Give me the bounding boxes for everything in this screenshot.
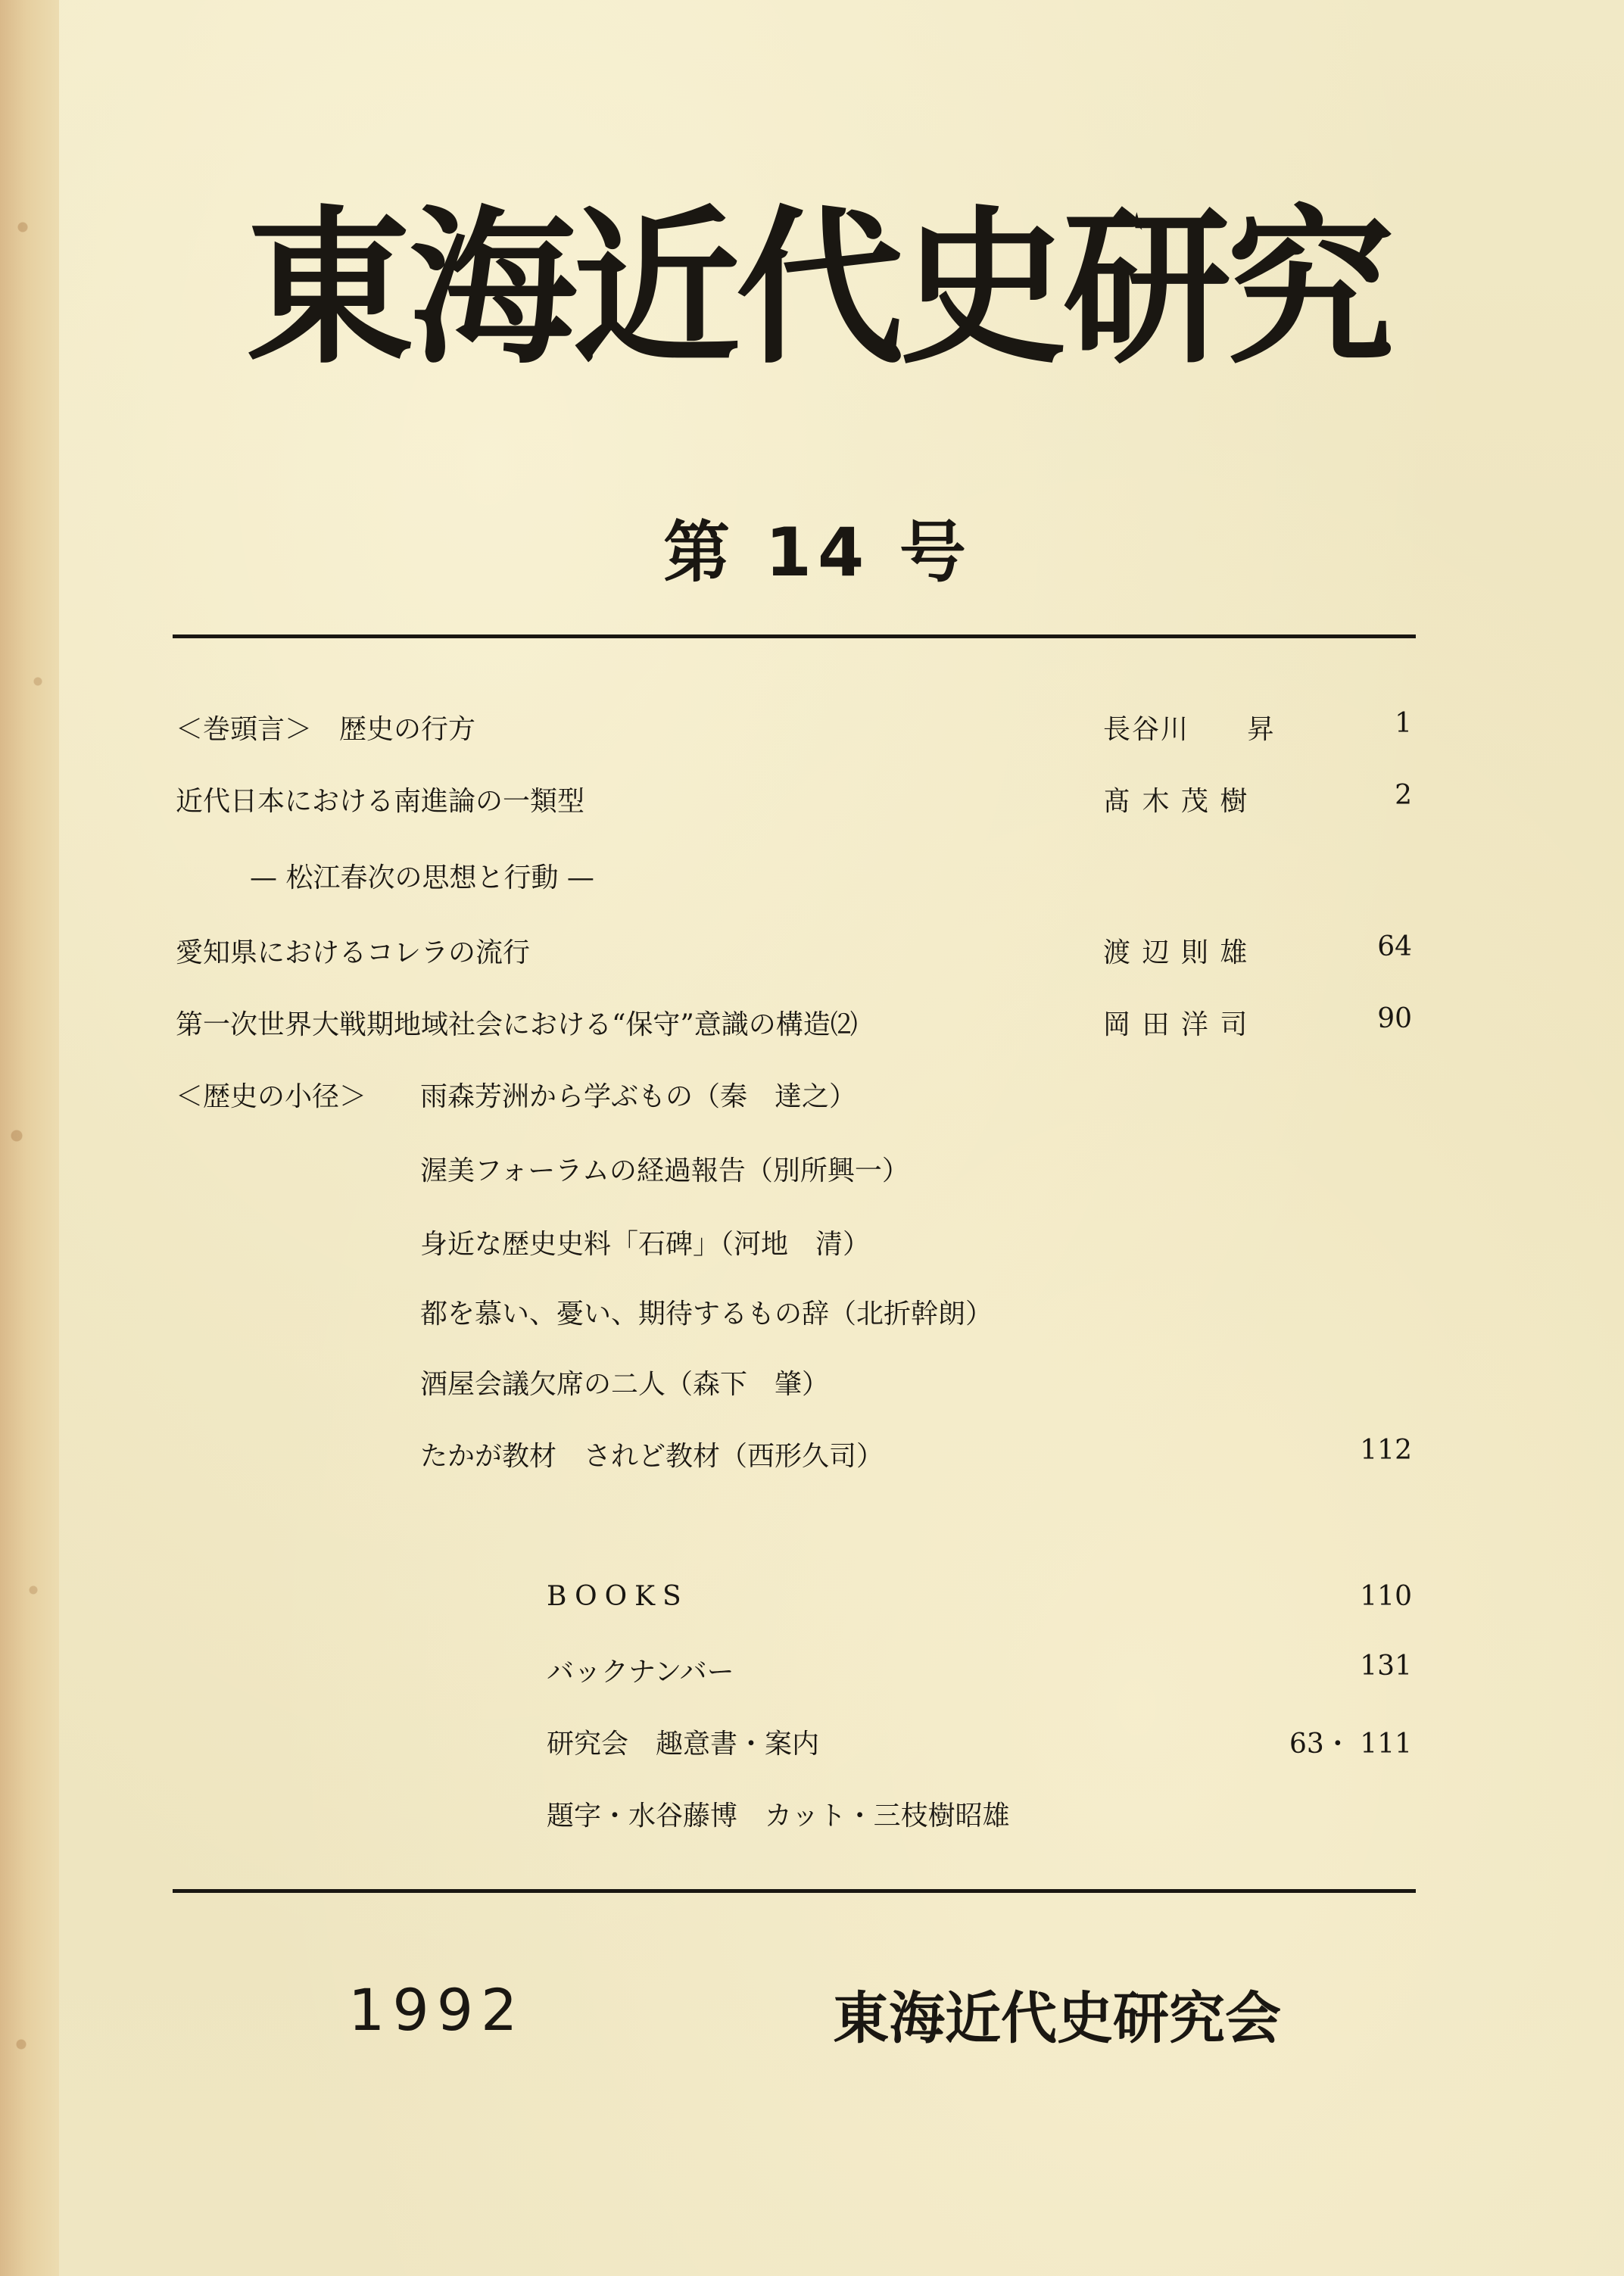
toc-author: 髙 木 茂 樹 xyxy=(1103,786,1249,817)
toc-title: ＜巻頭言＞ 歴史の行方 xyxy=(176,714,476,745)
toc-title: 第一次世界大戦期地域社会における“保守”意識の構造⑵ xyxy=(176,1009,858,1040)
cover-spine-edge xyxy=(0,0,59,2276)
toc-page: 1 xyxy=(1395,708,1412,739)
toc-page: 64 xyxy=(1377,931,1412,962)
toc-subtitle: — 松江春次の思想と行動 — xyxy=(250,862,594,893)
toc-row xyxy=(0,1149,1624,1195)
toc-row xyxy=(0,780,1624,825)
toc-author: 渡 辺 則 雄 xyxy=(1103,937,1249,968)
toc-page: 90 xyxy=(1377,1003,1412,1034)
toc-row xyxy=(0,708,1624,753)
toc-title: 渥美フォーラムの経過報告（別所興一） xyxy=(420,1155,909,1186)
extras-row xyxy=(0,1794,1624,1840)
toc-section-label: ＜歴史の小径＞ xyxy=(176,1081,367,1112)
kenkyukai-label: 研究会 趣意書・案内 xyxy=(547,1729,820,1760)
toc-title: 愛知県におけるコレラの流行 xyxy=(176,937,531,968)
toc-title: 身近な歴史史料「石碑」（河地 清） xyxy=(420,1229,871,1260)
toc-author: 長谷川 昇 xyxy=(1103,714,1276,745)
toc-page: 63・ 111 xyxy=(1289,1729,1412,1760)
toc-title: 酒屋会議欠席の二人（森下 肇） xyxy=(420,1369,830,1400)
toc-row xyxy=(0,1223,1624,1268)
toc-page: 131 xyxy=(1360,1651,1412,1682)
bottom-divider xyxy=(173,1889,1416,1893)
toc-row xyxy=(0,1435,1624,1480)
issue-number: 第 14 号 xyxy=(663,513,972,591)
toc-author: 岡 田 洋 司 xyxy=(1103,1009,1249,1040)
extras-row xyxy=(0,1723,1624,1768)
journal-title: 東海近代史研究 xyxy=(245,190,1390,387)
extras-row xyxy=(0,1581,1624,1626)
toc-title: 雨森芳洲から学ぶもの（秦 達之） xyxy=(420,1081,857,1112)
top-divider xyxy=(173,634,1416,638)
toc-page: 2 xyxy=(1395,780,1412,811)
toc-row xyxy=(0,1363,1624,1408)
toc-row xyxy=(0,931,1624,977)
books-label: BOOKS xyxy=(547,1581,689,1612)
credits-line: 題字・水谷藤博 カット・三枝樹昭雄 xyxy=(547,1801,1010,1832)
toc-title: たかが教材 されど教材（西形久司） xyxy=(420,1441,884,1472)
toc-title: 近代日本における南進論の一類型 xyxy=(176,786,585,817)
toc-row xyxy=(0,856,1624,902)
backnumber-label: バックナンバー xyxy=(547,1657,734,1688)
toc-page: 110 xyxy=(1360,1581,1412,1612)
toc-row xyxy=(0,1003,1624,1049)
publication-year: 1992 xyxy=(348,1976,525,2044)
extras-row xyxy=(0,1651,1624,1696)
toc-title: 都を慕い、憂い、期待するもの辞（北折幹朗） xyxy=(420,1299,993,1330)
toc-row xyxy=(0,1292,1624,1338)
publisher-name: 東海近代史研究会 xyxy=(833,1986,1281,2051)
toc-page: 112 xyxy=(1360,1435,1412,1466)
toc-row xyxy=(0,1075,1624,1121)
